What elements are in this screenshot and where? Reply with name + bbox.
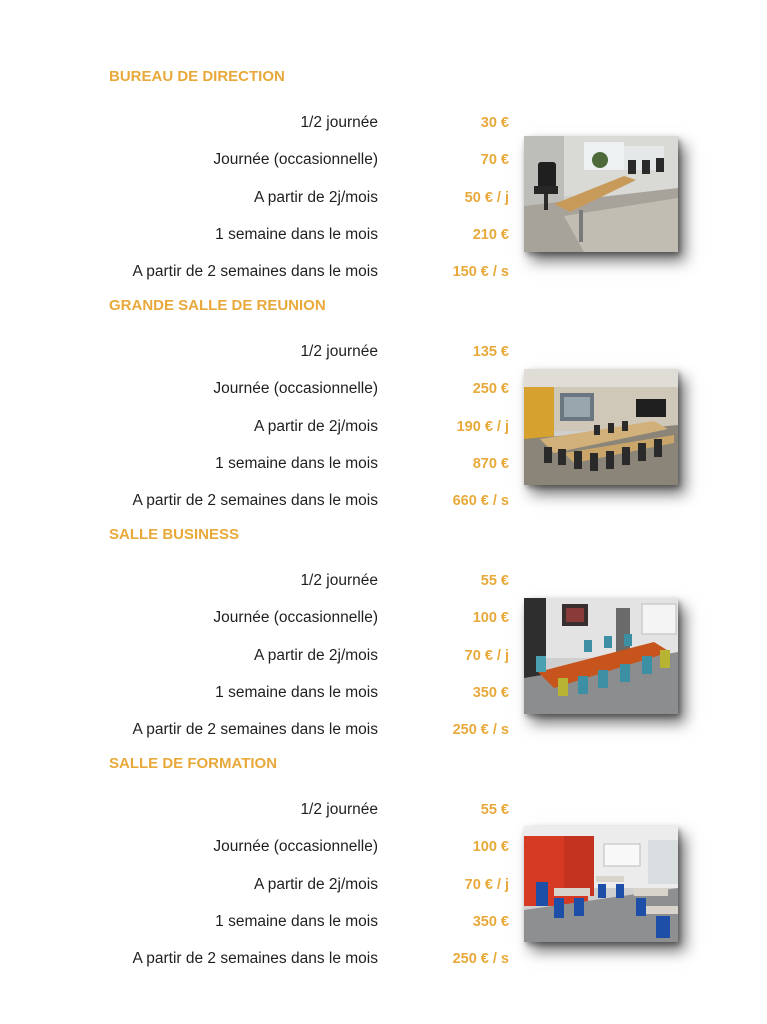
rate-price: 55 € [480,573,509,589]
rate-price: 30 € [480,115,509,131]
rate-price: 190 € / j [456,419,509,435]
rate-label: 1 semaine dans le mois [215,226,378,243]
rate-label: 1/2 journée [300,801,378,818]
rate-price: 250 € / s [452,722,509,738]
section-salle-business [0,526,767,755]
rate-label: 1/2 journée [300,343,378,360]
rate-price: 50 € / j [464,190,509,206]
rate-price: 210 € [472,227,509,243]
rate-label: 1 semaine dans le mois [215,913,378,930]
rate-price: 70 € / j [464,877,509,893]
section-bureau-de-direction [0,68,767,297]
rate-label: 1 semaine dans le mois [215,455,378,472]
rate-price: 350 € [472,914,509,930]
rate-price: 70 € / j [464,648,509,664]
rate-label: A partir de 2j/mois [253,647,378,664]
section-title: BUREAU DE DIRECTION [109,68,285,85]
price-row [0,572,767,592]
rate-label: A partir de 2 semaines dans le mois [132,492,378,509]
section-title: SALLE BUSINESS [109,526,240,543]
rate-price: 100 € [472,839,509,855]
section-title: SALLE DE FORMATION [109,755,278,772]
rate-price: 55 € [480,802,509,818]
rate-label: Journée (occasionnelle) [213,380,378,397]
executive-office-photo [524,136,678,252]
rate-price: 250 € / s [452,951,509,967]
rate-label: A partir de 2j/mois [253,876,378,893]
training-room-photo [524,826,678,942]
large-meeting-room-photo [524,369,678,485]
rate-label: Journée (occasionnelle) [213,838,378,855]
rate-price: 135 € [472,344,509,360]
price-row [0,721,767,741]
rate-price: 100 € [472,610,509,626]
rate-label: 1/2 journée [300,572,378,589]
rate-label: A partir de 2 semaines dans le mois [132,950,378,967]
price-row [0,343,767,363]
section-salle-de-formation [0,755,767,984]
rate-label: 1/2 journée [300,114,378,131]
price-row [0,492,767,512]
rate-price: 250 € [472,381,509,397]
section-grande-salle-de-reunion [0,297,767,526]
rate-label: A partir de 2 semaines dans le mois [132,721,378,738]
rate-price: 660 € / s [452,493,509,509]
rate-price: 150 € / s [452,264,509,280]
business-room-photo [524,598,678,714]
rate-label: Journée (occasionnelle) [213,151,378,168]
rate-label: A partir de 2j/mois [253,189,378,206]
price-row [0,950,767,970]
rate-label: Journée (occasionnelle) [213,609,378,626]
rate-label: 1 semaine dans le mois [215,684,378,701]
rate-label: A partir de 2j/mois [253,418,378,435]
rate-price: 350 € [472,685,509,701]
rate-label: A partir de 2 semaines dans le mois [132,263,378,280]
price-row [0,263,767,283]
price-row [0,114,767,134]
section-title: GRANDE SALLE DE REUNION [109,297,326,314]
rate-price: 870 € [472,456,509,472]
rate-price: 70 € [480,152,509,168]
price-row [0,801,767,821]
